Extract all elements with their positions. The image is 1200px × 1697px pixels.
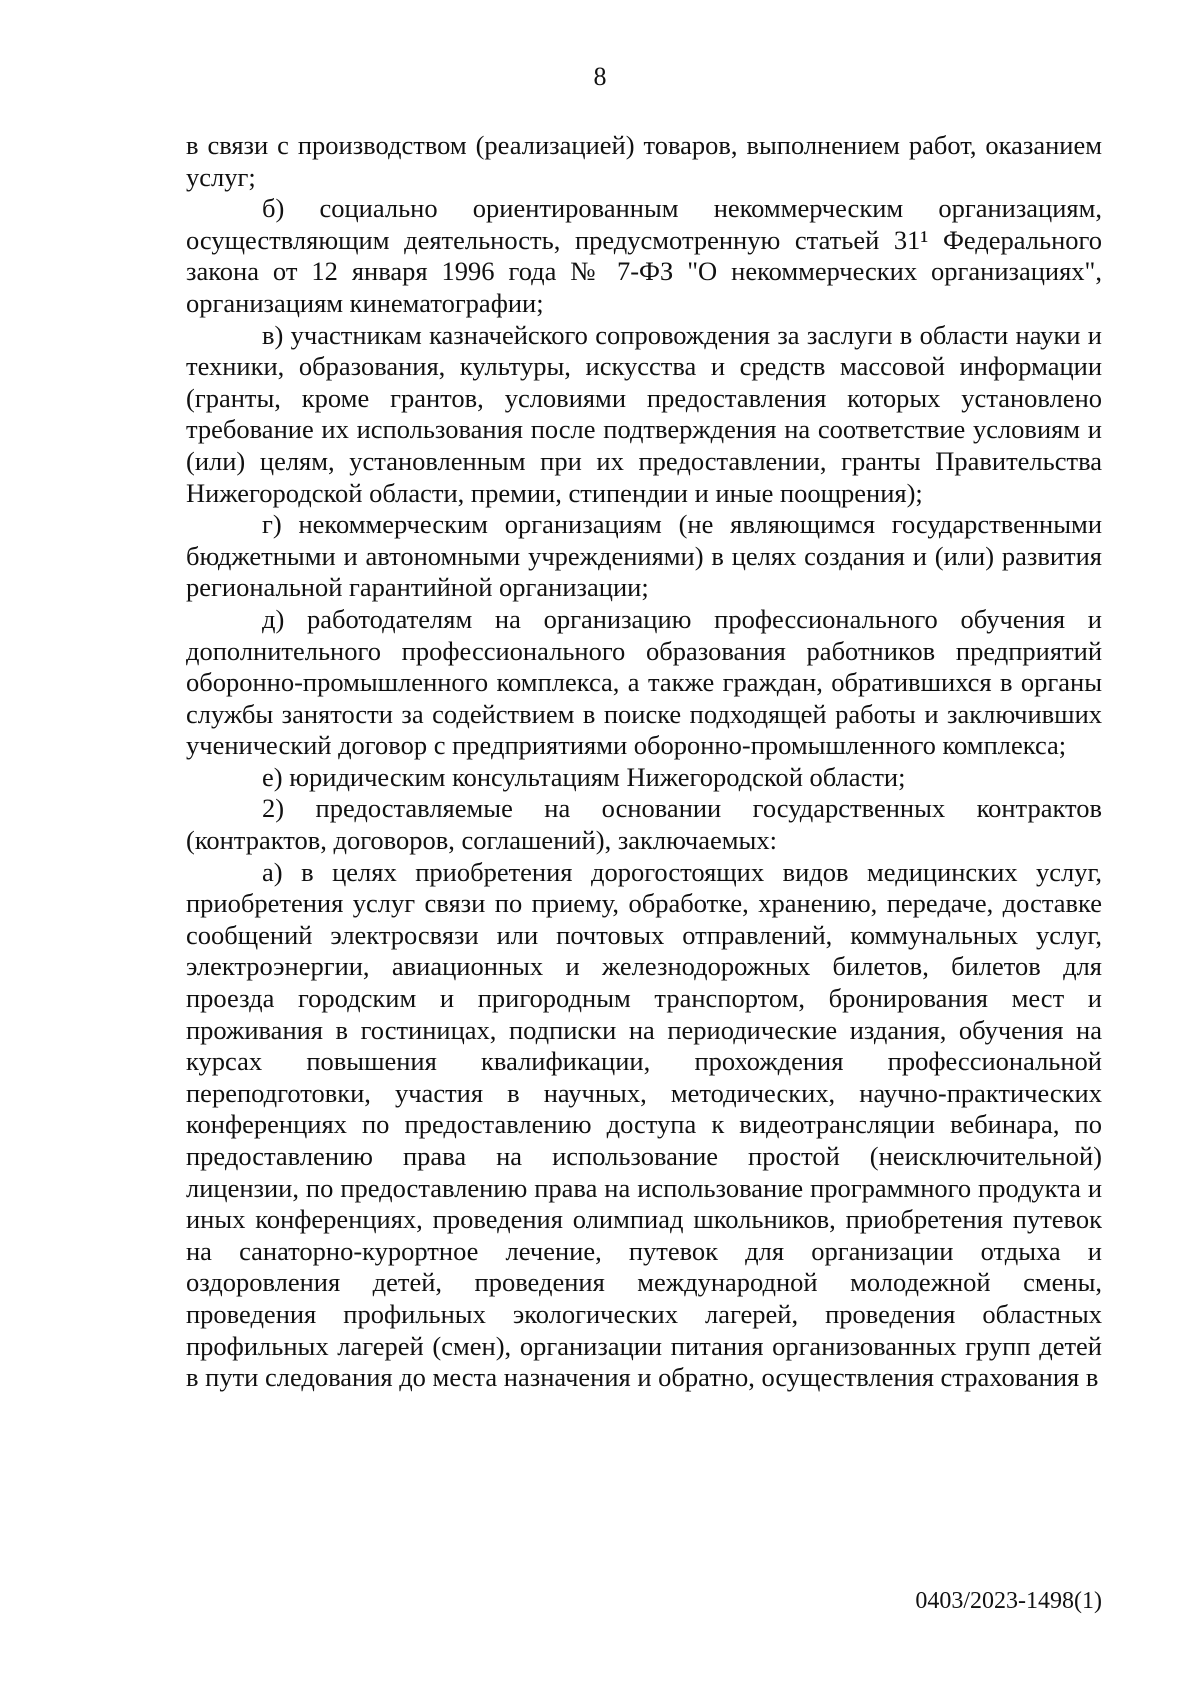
paragraph-d: д) работодателям на организацию профессионального обучения и дополнительного профессионального образования работников предприятий оборонно-промышленного комплекса, а также граждан, обратившихся в органы службы занятости за содействием в поиске подходящей работы и заключивших ученический договор с предприятиями оборонно-промышленного комплекса;: [186, 603, 1102, 761]
document-code: 0403/2023-1498(1): [915, 1588, 1102, 1614]
paragraph-a: а) в целях приобретения дорогостоящих видов медицинских услуг, приобретения услуг связи по приему, обработке, хранению, передаче, доставке сообщений электросвязи или почтовых отправлений, коммунальных услуг, электроэнергии, авиационных и железнодорожных билетов, билетов для проезда городским и пригородным транспортом, бронирования мест и проживания в гостиницах, подписки на периодические издания, обучения на курсах повышения квалификации, прохождения профессиональной переподготовки, участия в научных, методических, научно-практических конференциях по предоставлению доступа к видеотрансляции вебинара, по предоставлению права на использование простой (неисключительной) лицензии, по предоставлению права на использование программного продукта и иных конференциях, проведения олимпиад школьников, приобретения путевок на санаторно-курортное лечение, путевок для организации отдыха и оздоровления детей, проведения международной молодежной смены, проведения профильных экологических лагерей, проведения областных профильных лагерей (смен), организации питания организованных групп детей в пути следования до места назначения и обратно, осуществления страхования в: [186, 856, 1102, 1393]
paragraph-continuation: в связи с производством (реализацией) товаров, выполнением работ, оказанием услуг;: [186, 130, 1102, 192]
paragraph-v: в) участникам казначейского сопровождения за заслуги в области науки и техники, образования, культуры, искусства и средств массовой информации (гранты, кроме грантов, условиями предоставления которых установлено требование их использования после подтверждения на соответствие условиям и (или) целям, установленным при их предоставлении, гранты Правительства Нижегородской области, премии, стипендии и иные поощрения);: [186, 319, 1102, 508]
page-number: 8: [593, 62, 607, 91]
document-body: [186, 130, 1102, 1394]
paragraph-e: е) юридическим консультациям Нижегородской области;: [262, 761, 906, 792]
paragraph-b: б) социально ориентированным некоммерческим организациям, осуществляющим деятельность, предусмотренную статьей 31¹ Федерального закона от 12 января 1996 года № 7-ФЗ "О некоммерческих организациях", организациям кинематографии;: [186, 193, 1102, 318]
paragraph-2: 2) предоставляемые на основании государственных контрактов (контрактов, договоров, соглашений), заключаемых:: [186, 793, 1102, 856]
paragraph-g: г) некоммерческим организациям (не являющимся государственными бюджетными и автономными учреждениями) в целях создания и (или) развития региональной гарантийной организации;: [186, 509, 1102, 603]
